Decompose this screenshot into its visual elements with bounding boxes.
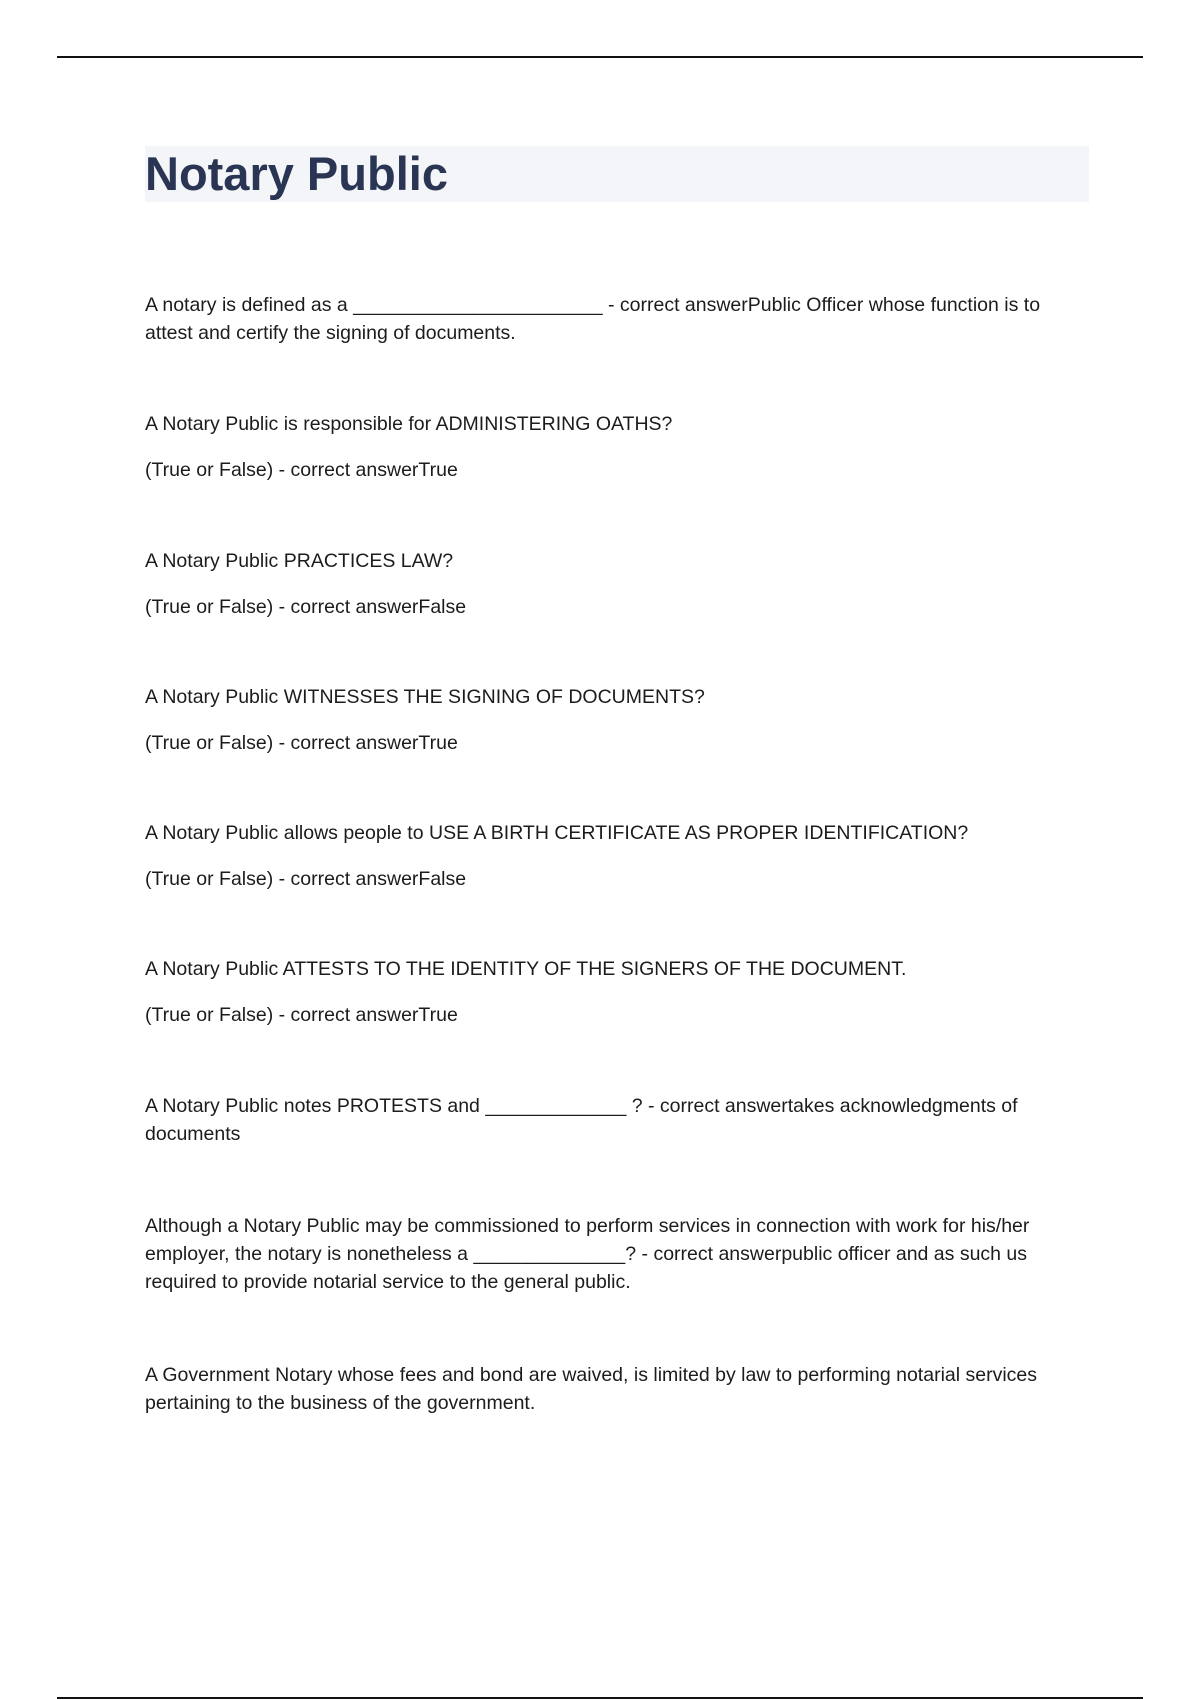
answer-text: (True or False) - correct answerTrue bbox=[145, 1004, 458, 1026]
question-text: A Notary Public notes PROTESTS and _____________ ? - correct answertakes acknowledgments of documents bbox=[145, 1095, 1018, 1145]
answer-text: (True or False) - correct answerTrue bbox=[145, 459, 458, 481]
question-text: A Notary Public is responsible for ADMINISTERING OATHS? bbox=[145, 413, 673, 435]
qa-item-3 bbox=[145, 547, 1085, 621]
qa-item-8 bbox=[145, 1212, 1085, 1296]
question-text: Although a Notary Public may be commissioned to perform services in connection with work for his/her employer, the notary is nonetheless a ______________? - correct answerpublic officer and as such us required to provide notarial service to the general public. bbox=[145, 1215, 1030, 1293]
qa-item-2 bbox=[145, 410, 1085, 484]
qa-item-9 bbox=[145, 1361, 1085, 1417]
question-text: A Notary Public PRACTICES LAW? bbox=[145, 550, 454, 572]
qa-item-6 bbox=[145, 955, 1085, 1029]
page-title: Notary Public bbox=[145, 147, 448, 200]
question-text: A Notary Public WITNESSES THE SIGNING OF DOCUMENTS? bbox=[145, 686, 705, 708]
qa-item-4 bbox=[145, 683, 1085, 757]
question-text: A Notary Public ATTESTS TO THE IDENTITY OF THE SIGNERS OF THE DOCUMENT. bbox=[145, 958, 907, 980]
answer-text: (True or False) - correct answerFalse bbox=[145, 596, 467, 618]
question-text: A Notary Public allows people to USE A BIRTH CERTIFICATE AS PROPER IDENTIFICATION? bbox=[145, 822, 969, 844]
qa-item-1 bbox=[145, 291, 1085, 347]
bottom-rule bbox=[57, 1697, 1143, 1699]
question-text: A notary is defined as a _______________________ - correct answerPublic Officer whose function is to attest and certify the signing of documents. bbox=[145, 294, 1041, 344]
qa-item-7 bbox=[145, 1092, 1085, 1148]
answer-text: (True or False) - correct answerTrue bbox=[145, 732, 458, 754]
question-text: A Government Notary whose fees and bond are waived, is limited by law to performing notarial services pertaining to the business of the government. bbox=[145, 1364, 1038, 1414]
answer-text: (True or False) - correct answerFalse bbox=[145, 868, 467, 890]
qa-item-5 bbox=[145, 819, 1085, 893]
top-rule bbox=[57, 56, 1143, 58]
